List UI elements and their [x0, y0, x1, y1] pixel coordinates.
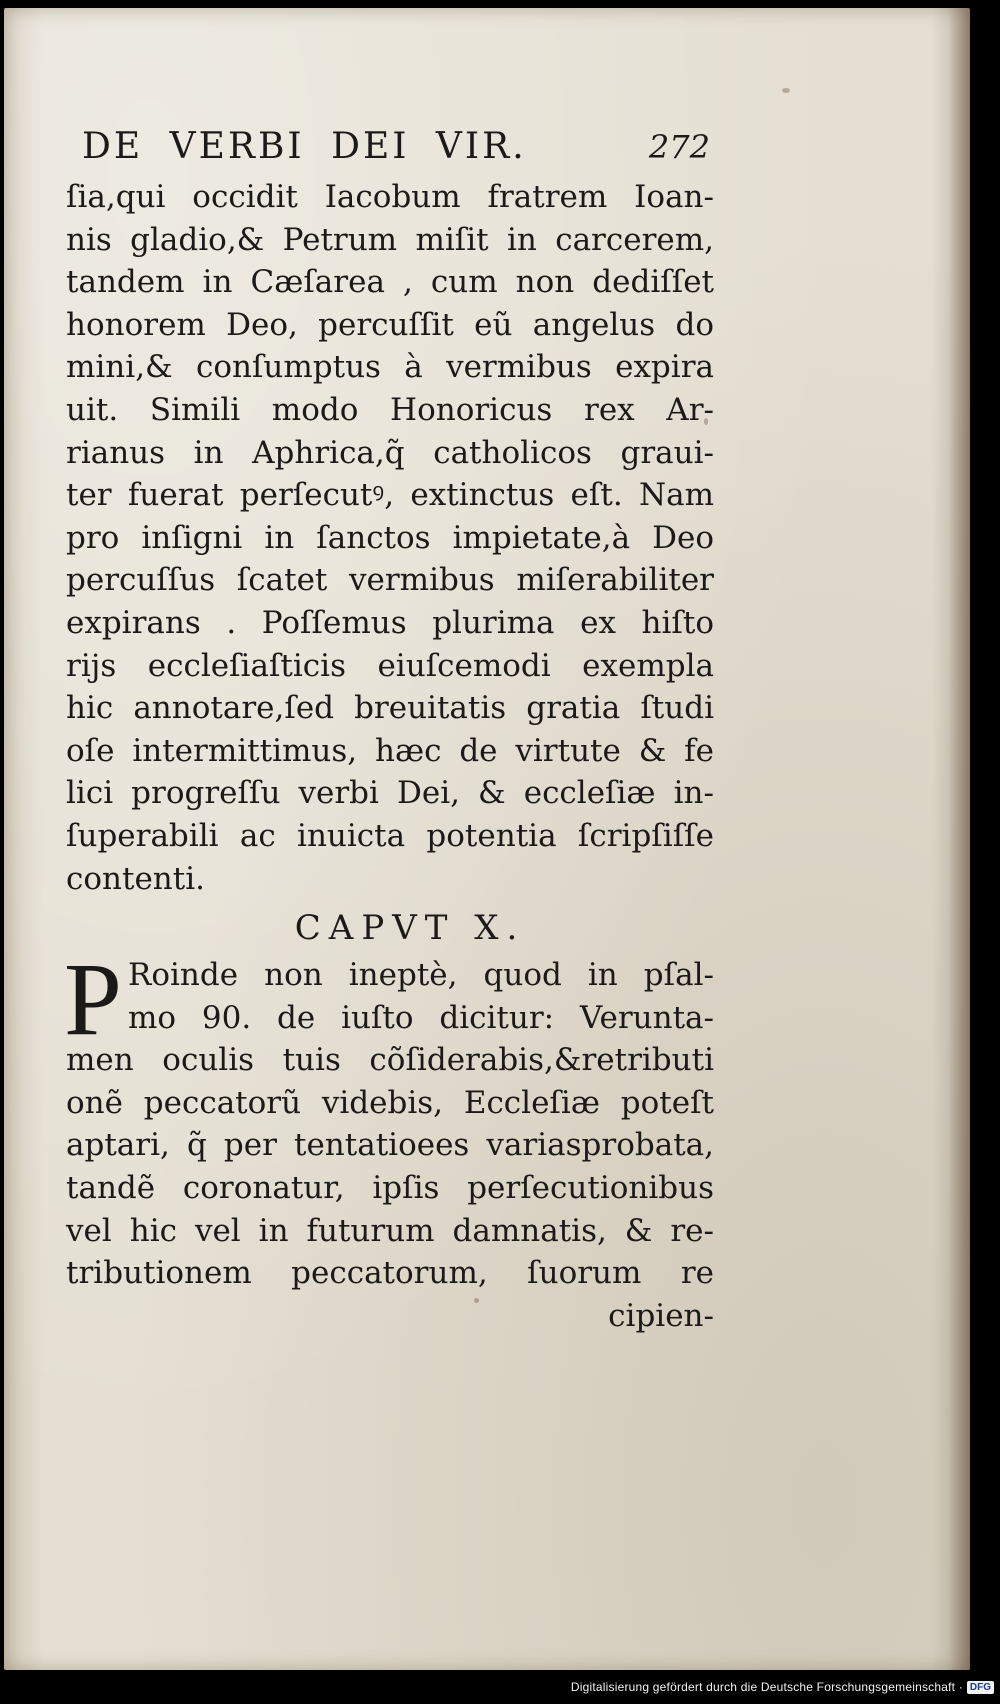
text-line: aptari, q̃ per tentatioees variasprobata,	[66, 1127, 714, 1164]
text-line: contenti.	[66, 860, 205, 897]
text-line: ſia,qui occidit Iacobum fratrem Ioan-	[66, 179, 714, 215]
text-line: ſuperabili ac inuicta potentia ſcripſiſſe	[66, 817, 714, 854]
paper-stain	[782, 88, 790, 93]
catchword: cipien-	[608, 1297, 714, 1334]
text-line: uit. Simili modo Honoricus rex Ar-	[66, 391, 714, 428]
text-line: hic annotare,ſed breuitatis gratia ſtudi	[66, 690, 714, 727]
text-line: oſe intermittimus, hæc de virtute & fe	[66, 732, 714, 769]
text-line: vel hic vel in futurum damnatis, & re-	[66, 1212, 714, 1249]
text-line: lici progreſſu verbi Dei, & eccleſiæ in-	[66, 775, 714, 812]
text-line: honorem Deo, percuſſit eũ angelus do	[66, 306, 714, 343]
text-line: men oculis tuis cõſiderabis,&retributi	[66, 1042, 714, 1079]
text-line: ter fuerat perſecutꝰ, extinctus eſt. Nam	[66, 477, 714, 514]
page-number: 272	[648, 128, 710, 166]
text-line: tandem in Cæſarea , cum non dediſſet	[66, 264, 714, 301]
body-text-lower	[66, 1039, 726, 1295]
text-line: rianus in Aphrica,q̃ catholicos graui-	[66, 434, 714, 471]
body-text-upper	[66, 176, 726, 900]
dfg-logo: DFG	[967, 1681, 994, 1694]
funding-credit: Digitalisierung gefördert durch die Deutsche Forschungsgemeinschaft ·	[570, 1680, 963, 1694]
text-line: tributionem peccatorum, ſuorum re	[66, 1255, 714, 1292]
text-block	[66, 126, 726, 1337]
chapter-opening	[64, 942, 726, 1058]
digitization-footer	[0, 1670, 1000, 1704]
text-line: nis gladio,& Petrum miſit in carcerem,	[66, 221, 714, 258]
text-line: mo 90. de iuſto dicitur: Verunta-	[128, 999, 714, 1036]
running-head	[82, 126, 710, 176]
text-line: Roinde non ineptè, quod in pſal-	[128, 957, 714, 994]
running-head-title: DE VERBI DEI VIR.	[82, 126, 527, 167]
text-line: expirans . Poſſemus plurima ex hiſto	[66, 604, 714, 641]
text-line: percuſſus ſcatet vermibus miſerabiliter	[66, 562, 714, 599]
chapter-heading: CAPVT X.	[294, 908, 526, 949]
text-line: tandẽ coronatur, ipſis perſecutionibus	[66, 1170, 714, 1207]
page-edge-shadow	[948, 8, 970, 1670]
drop-cap: P	[64, 942, 122, 1058]
text-line: mini,& conſumptus à vermibus expira	[66, 349, 714, 386]
book-page	[4, 8, 970, 1670]
text-line: onẽ peccatorũ videbis, Eccleſiæ poteſt	[66, 1084, 714, 1121]
text-line: pro inſigni in ſanctos impietate,à Deo	[66, 519, 714, 556]
text-line: rijs eccleſiaſticis eiuſcemodi exempla	[66, 647, 714, 684]
